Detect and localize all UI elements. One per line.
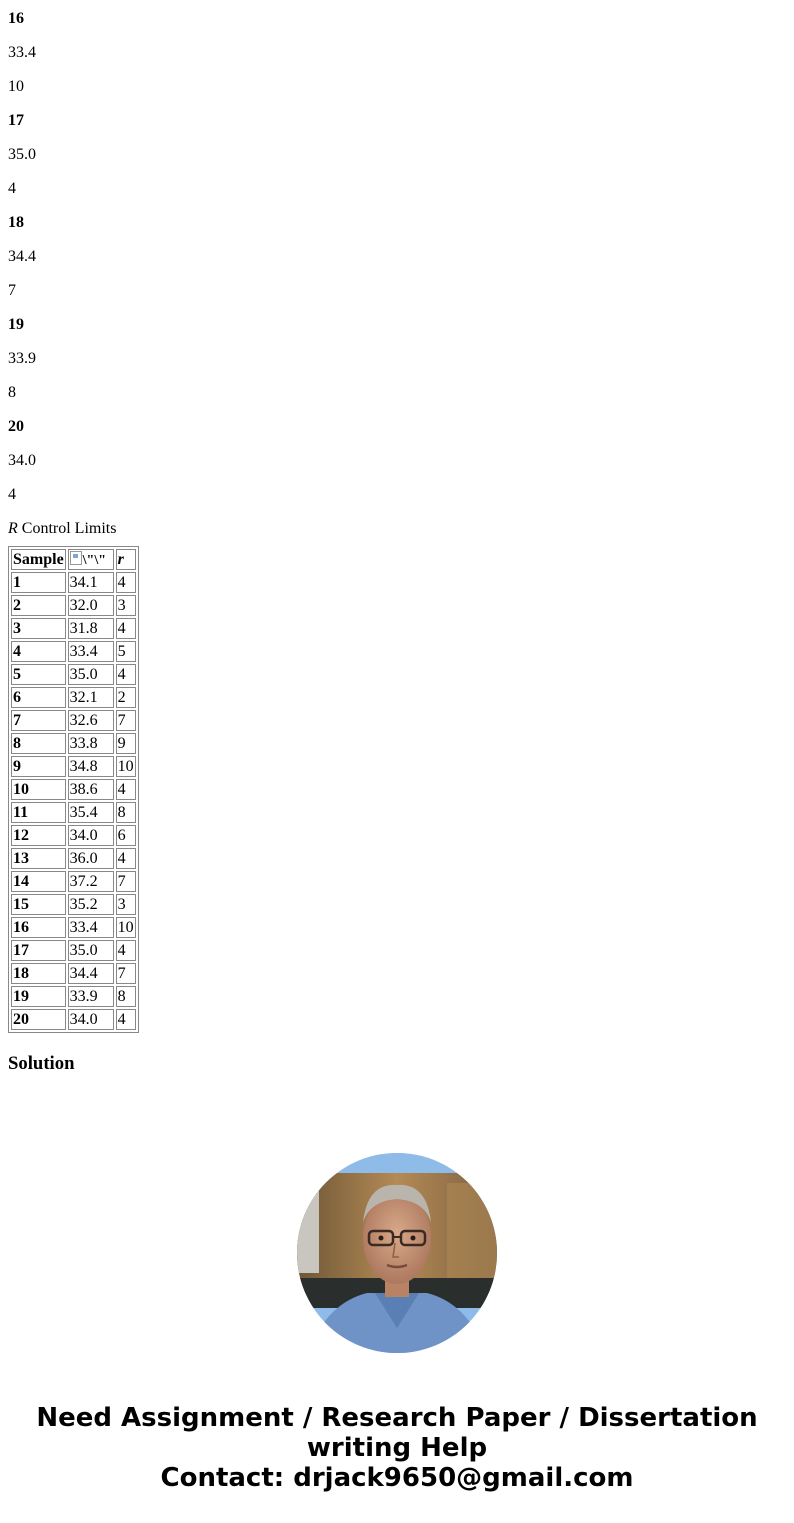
- cell-xbar: 32.1: [68, 687, 114, 708]
- table-row: [11, 595, 136, 616]
- table-row: [11, 848, 136, 869]
- cell-sample: 3: [11, 618, 66, 639]
- row-16-xbar: 33.4: [8, 44, 36, 61]
- table-row: [11, 641, 136, 662]
- table-row: [11, 986, 136, 1007]
- row-18-r: 7: [8, 282, 16, 299]
- cell-xbar: 34.4: [68, 963, 114, 984]
- cell-sample: 12: [11, 825, 66, 846]
- control-limits-heading: [8, 520, 786, 538]
- table-header-row: [11, 549, 136, 570]
- table-row: [11, 779, 136, 800]
- cell-r: 3: [116, 595, 136, 616]
- cell-sample: 8: [11, 733, 66, 754]
- cell-sample: 9: [11, 756, 66, 777]
- samples-table: [8, 546, 139, 1033]
- avatar-photo: [297, 1153, 497, 1353]
- cell-r: 6: [116, 825, 136, 846]
- cell-sample: 15: [11, 894, 66, 915]
- cell-r: 7: [116, 710, 136, 731]
- cell-r: 4: [116, 848, 136, 869]
- row-20-r: 4: [8, 486, 16, 503]
- cell-xbar: 33.4: [68, 917, 114, 938]
- cell-r: 9: [116, 733, 136, 754]
- cell-xbar: 35.2: [68, 894, 114, 915]
- cell-sample: 17: [11, 940, 66, 961]
- cell-r: 4: [116, 940, 136, 961]
- cell-sample: 2: [11, 595, 66, 616]
- cell-sample: 5: [11, 664, 66, 685]
- promo-line-2: writing Help: [306, 1433, 488, 1463]
- cell-sample: 20: [11, 1009, 66, 1030]
- row-16-r: 10: [8, 78, 24, 95]
- cell-xbar: 32.6: [68, 710, 114, 731]
- broken-image-alt: \"\": [82, 553, 106, 568]
- table-row: [11, 618, 136, 639]
- table-row: [11, 756, 136, 777]
- cell-sample: 7: [11, 710, 66, 731]
- cell-xbar: 32.0: [68, 595, 114, 616]
- row-20-sample: 20: [8, 418, 24, 435]
- cell-r: 2: [116, 687, 136, 708]
- broken-image-icon: [70, 551, 106, 569]
- solution-heading: Solution: [8, 1053, 75, 1074]
- cell-xbar: 34.0: [68, 825, 114, 846]
- table-row: [11, 963, 136, 984]
- cell-xbar: 34.0: [68, 1009, 114, 1030]
- cell-r: 5: [116, 641, 136, 662]
- cell-xbar: 38.6: [68, 779, 114, 800]
- header-r-label: r: [117, 551, 124, 568]
- table-row: [11, 1009, 136, 1030]
- promo-contact: Contact: drjack9650@gmail.com: [160, 1463, 634, 1493]
- row-19-r: 8: [8, 384, 16, 401]
- r-symbol: R: [8, 520, 18, 537]
- cell-r: 3: [116, 894, 136, 915]
- header-sample: Sample: [13, 551, 64, 568]
- row-18-xbar: 34.4: [8, 248, 36, 265]
- cell-sample: 10: [11, 779, 66, 800]
- cell-xbar: 33.4: [68, 641, 114, 662]
- row-17-xbar: 35.0: [8, 146, 36, 163]
- cell-r: 10: [117, 919, 134, 936]
- row-19-xbar: 33.9: [8, 350, 36, 367]
- promo-banner: [0, 1403, 794, 1493]
- row-16-sample: 16: [8, 10, 24, 27]
- cell-r: 4: [116, 1009, 136, 1030]
- cell-xbar: 36.0: [68, 848, 114, 869]
- table-row: [11, 687, 136, 708]
- cell-r: 4: [116, 618, 136, 639]
- cell-sample: 13: [11, 848, 66, 869]
- cell-xbar: 37.2: [68, 871, 114, 892]
- promo-line-1: Need Assignment / Research Paper / Dissertation: [36, 1403, 758, 1433]
- cell-sample: 19: [11, 986, 66, 1007]
- table-row: [11, 572, 136, 593]
- preceding-rows: [8, 10, 786, 504]
- table-row: [11, 710, 136, 731]
- table-row: [11, 802, 136, 823]
- cell-xbar: 35.0: [68, 940, 114, 961]
- person-photo-icon: [297, 1153, 497, 1353]
- cell-r: 4: [116, 779, 136, 800]
- cell-sample: 1: [11, 572, 66, 593]
- cell-sample: 11: [11, 802, 66, 823]
- cell-sample: 18: [11, 963, 66, 984]
- cell-xbar: 31.8: [68, 618, 114, 639]
- table-row: [11, 871, 136, 892]
- table-row: [11, 917, 136, 938]
- cell-xbar: 34.1: [68, 572, 114, 593]
- cell-xbar: 33.8: [68, 733, 114, 754]
- cell-sample: 16: [11, 917, 66, 938]
- cell-r: 10: [117, 758, 134, 775]
- cell-sample: 4: [11, 641, 66, 662]
- table-row: [11, 894, 136, 915]
- cell-xbar: 34.8: [68, 756, 114, 777]
- table-row: [11, 664, 136, 685]
- cell-r: 4: [116, 664, 136, 685]
- cell-r: 7: [116, 963, 136, 984]
- row-17-sample: 17: [8, 112, 24, 129]
- table-row: [11, 733, 136, 754]
- row-19-sample: 19: [8, 316, 24, 333]
- cell-r: 8: [116, 986, 136, 1007]
- row-20-xbar: 34.0: [8, 452, 36, 469]
- table-row: [11, 940, 136, 961]
- cell-sample: 6: [11, 687, 66, 708]
- header-xbar: [68, 549, 114, 570]
- table-row: [11, 825, 136, 846]
- cell-r: 7: [116, 871, 136, 892]
- cell-r: 8: [116, 802, 136, 823]
- cell-xbar: 35.0: [68, 664, 114, 685]
- cell-r: 4: [116, 572, 136, 593]
- row-17-r: 4: [8, 180, 16, 197]
- image-placeholder-icon: [70, 551, 82, 565]
- author-avatar: [297, 1153, 497, 1353]
- table-body: [11, 572, 136, 1030]
- control-limits-text: Control Limits: [17, 520, 117, 537]
- cell-sample: 14: [11, 871, 66, 892]
- cell-xbar: 35.4: [68, 802, 114, 823]
- header-r: [116, 549, 136, 570]
- row-18-sample: 18: [8, 214, 24, 231]
- cell-xbar: 33.9: [68, 986, 114, 1007]
